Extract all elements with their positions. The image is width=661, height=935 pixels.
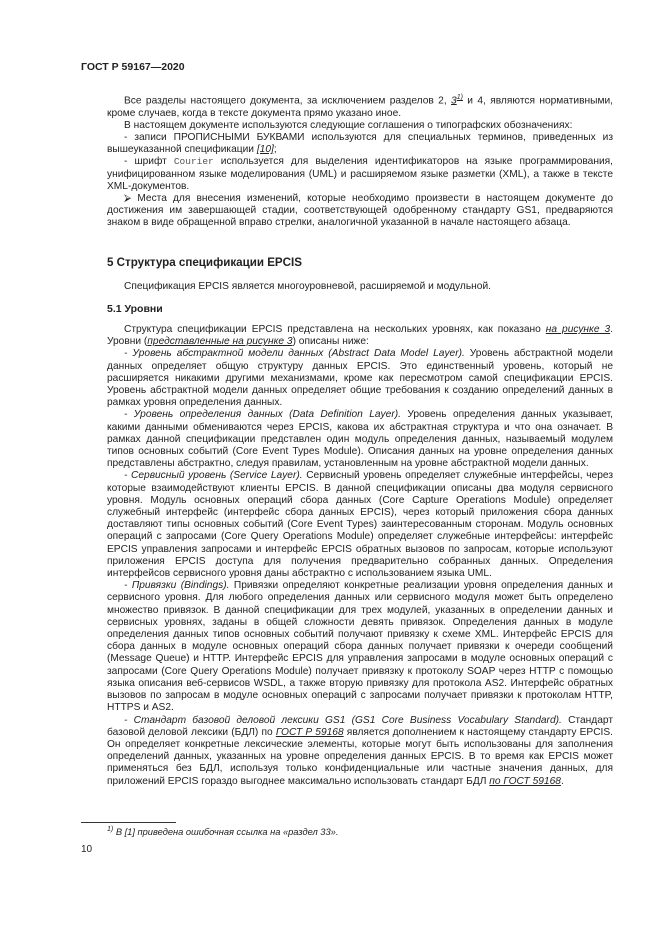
level-cbv: - Стандарт базовой деловой лексики GS1 (GS1 Core Business Vocabulary Standard). Стандарт базовой деловой лексики (БДЛ) по ГОСТ Р 59168 является дополнением к настоящему стандарту EPCIS. Он определяет конкретные лексические элементы, которые могут быть использованы для заполнения определений данных, указанных на уровне определения данных EPCIS. В то время как EPCIS может применяться без БДЛ, используя только конфиденциальные или частные значения данных, для приложений EPCIS гораздо выгоднее максимально использовать стандарт БДЛ по ГОСТ 59168. [107, 714, 614, 787]
levels-intro: Структура спецификации EPCIS представлена на нескольких уровнях, как показано на рисунке 3. Уровни (представленные на рисунке 3) описаны ниже: [107, 324, 613, 348]
section-5-title: 5 Структура спецификации EPCIS [107, 256, 302, 269]
level-service: - Сервисный уровень (Service Layer). Сервисный уровень определяет служебные интерфейсы, через которые взаимодействуют клиенты EPCIS. В данной спецификации описаны два модуля сервисного уровня. Модуль основных операций сбора данных (Core Capture Operations Module) определяет служебный интерфейс (интерфейс сбора данных EPCIS), через который приложения сбора данных доставляют типы основных событий (Core Event Types) заинтересованным сторонам. Модуль основных операций с запросами (Core Query Operations Module) определяет служебные интерфейсы: интерфейс EPCIS управления запросами и интерфейс EPCIS обратных вызовов по запросам, которые используют приложения EPCIS доступа для получения предварительно собранных данных. Определения интерфейсов сервисного уровня даны абстрактно с использованием языка UML. [107, 470, 613, 580]
figure-3-link-2[interactable]: представленные на рисунке 3 [147, 336, 293, 348]
gost-59168-link-2[interactable]: по ГОСТ 59168 [489, 775, 561, 787]
level-bindings: - Привязки (Bindings). Привязки определяют конкретные реализации уровня определения данных и сервисного уровня. Для любого определения данных или сервисного модуля может быть определено множество привязок. В данной спецификации для трех модулей, указанных в определении данных и сервисных уровнях, заданы в общей сложности девять привязок. Определения данных в модуле определения данных типов основных событий получают привязку к схеме XML. Интерфейс EPCIS для сбора данных в модуле основных операций сбора данных получает привязки к очереди сообщений (Message Queue) и HTTP. Интерфейс EPCIS для управления запросами в модуле основных операций с запросами (Core Query Operations Module) получает привязку к протоколу SOAP через HTTP с помощью языка описания веб-сервисов WSDL, а также вторую привязку для протокола AS2. Интерфейс обратных вызовов по запросам в модуле основных операций с запросами получает привязки к протоколам HTTP, HTTPS и AS2. [107, 580, 613, 714]
gost-59168-link[interactable]: ГОСТ Р 59168 [275, 726, 344, 738]
document-header: ГОСТ Р 59167—2020 [81, 61, 185, 73]
figure-3-link[interactable]: на рисунке 3 [545, 324, 611, 335]
intro-paragraph-3: - записи ПРОПИСНЫМИ БУКВАМИ используются для специальных терминов, приведенных из вышеуказанной спецификации [10]; [107, 132, 613, 156]
section-3-link[interactable]: 3 [451, 95, 457, 107]
level-abstract-model: - Уровень абстрактной модели данных (Abstract Data Model Layer). Уровень абстрактной модели данных определяет общую структуру данных EPCIS. Это единственный уровень, который не расширяется никакими другими механизмами, кроме как пересмотром самой спецификации EPCIS. Уровень абстрактной модели данных определяет общие требования к созданию определений данных в рамках уровня определения данных. [107, 348, 613, 409]
page-number: 10 [81, 844, 93, 855]
section-5-1-title: 5.1 Уровни [107, 303, 163, 315]
intro-paragraph-2: В настоящем документе используются следующие соглашения о типографских обозначениях: [124, 119, 573, 131]
intro-block [107, 92, 613, 230]
intro-paragraph-4: - шрифт Courier используется для выделения идентификаторов на языке программирования, унифицированном языке моделирования (UML) и расширяемом языке разметки (XML), а также в тексте XML-документов. [107, 156, 613, 192]
courier-sample: Courier [173, 156, 214, 168]
footnote-ref[interactable]: 1) [456, 94, 463, 101]
section-5-1-block [107, 324, 613, 788]
footnote-divider [81, 822, 176, 823]
ref-10-link[interactable]: [10] [256, 144, 274, 156]
footnote-mark: 1) [107, 826, 114, 833]
section-5-text-block [107, 281, 613, 293]
intro-paragraph-5: ⮚ Места для внесения изменений, которые необходимо произвести в настоящем документе до достижения им завершающей стадии, соответствующей одобренному стандарту GS1, предваряются знаком в виде обращенной вправо стрелки, аналогичной указанной в начале настоящего абзаца. [107, 193, 613, 229]
section-5-text: Спецификация EPCIS является многоуровневой, расширяемой и модульной. [124, 281, 491, 292]
footnote: $^{1)}$ В [1] приведена ошибочная ссылка на «раздел 33». [107, 826, 339, 838]
level-data-definition: - Уровень определения данных (Data Definition Layer). Уровень определения данных указывает, какими данными обмениваются через EPCIS, какова их абстрактная структура и что она означает. В рамках данной спецификации представлен один модуль определения данных, называемый модулем типов основных событий (Core Event Types Module). Описания данных на уровне определения данных представлены абстрактно, следуя правилам, установленным на уровне абстрактной модели данных. [107, 409, 613, 470]
intro-paragraph-1: Все разделы настоящего документа, за исключением разделов 2, 3$^{1)}$ и 4, являются нормативными, кроме случаев, когда в тексте документа прямо указано иное. [107, 94, 613, 119]
